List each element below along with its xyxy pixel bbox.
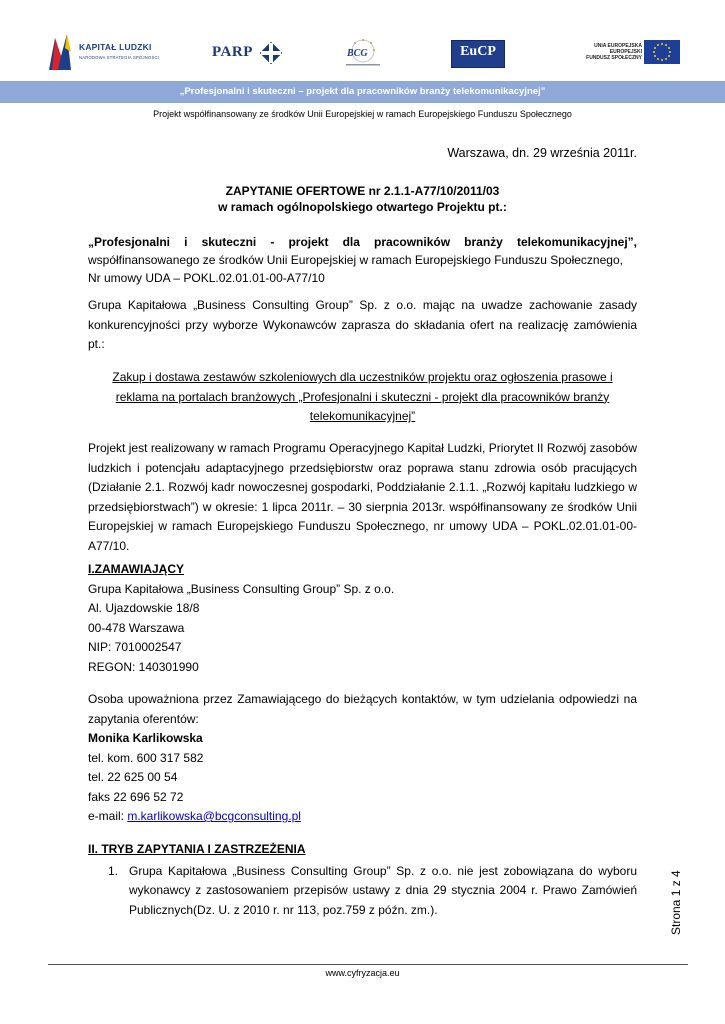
kapital-ludzki-subtitle: NARODOWA STRATEGIA SPÓJNOŚCI — [79, 55, 160, 60]
company-city: 00-478 Warszawa — [88, 620, 185, 635]
title-line-2: w ramach ogólnopolskiego otwartego Projektu pt.: — [218, 200, 507, 214]
contact-fax: faks 22 696 52 72 — [88, 789, 184, 804]
eu-logo — [580, 40, 680, 66]
program-paragraph: Projekt jest realizowany w ramach Programu Operacyjnego Kapitał Ludzki, Priorytet II Rozwój zasobów ludzkich i potencjału adaptacyjnego przedsiębiorstw oraz poprawa stanu zdrowia osób pracujących (Działanie 2.1. Rozwój kadr nowoczesnej gospodarki, Poddziałanie 2.1.1. „Rozwój kapitału ludzkiego w przedsiębiorstwach”) w okresie: 1 lipca 2011r. – 30 sierpnia 2013r. współfinansowany ze środków Unii Europejskiej w ramach Europejskiego Funduszu Społecznego, nr umowy UDA – POKL.02.01.01-00-A77/10. — [88, 441, 637, 553]
section-2-item-1 — [88, 862, 637, 921]
project-info — [88, 233, 637, 287]
kapital-ludzki-emblem-icon — [45, 32, 75, 72]
footer-divider — [48, 964, 688, 965]
section-ordering-party — [88, 560, 637, 677]
company-nip: NIP: 7010002547 — [88, 640, 182, 654]
item-number: 1. — [108, 863, 119, 878]
email-link[interactable]: m.karlikowska@bcgconsulting.pl — [127, 809, 301, 823]
order-subject: Zakup i dostawa zestawów szkoleniowych dla uczestników projektu oraz ogłoszenia prasowe i reklama na portalach branżowych „Profesjonalni i skuteczni - projekt dla pracowników branży telekomunikacyjnej” — [112, 370, 613, 423]
page-number: Strona 1 z 4 — [669, 870, 683, 935]
eu-flag-icon — [644, 40, 680, 64]
eu-logo-text: UNIA EUROPEJSKA EUROPEJSKI FUNDUSZ SPOŁECZNY — [586, 43, 642, 61]
kapital-ludzki-logo — [45, 30, 165, 74]
project-cofinancing: współfinansowanego ze środków Unii Europejskiej w ramach Europejskiego Funduszu Społecznego, — [88, 253, 623, 267]
project-name: „Profesjonalni i skuteczni - projekt dla pracowników branży telekomunikacyjnej”, — [88, 235, 637, 249]
project-banner-text: „Profesjonalni i skuteczni – projekt dla pracowników branży telekomunikacyjnej” — [179, 86, 546, 97]
kapital-ludzki-title: KAPITAŁ LUDZKI — [79, 42, 152, 52]
company-name: Grupa Kapitałowa „Business Consulting Group” Sp. z o.o. — [88, 581, 395, 596]
parp-emblem-icon — [260, 42, 282, 64]
footer-url: www.cyfryzacja.eu — [325, 968, 400, 978]
contact-intro: Osoba upoważniona przez Zamawiającego do bieżących kontaktów, w tym udzielania odpowiedzi na zapytania oferentów: — [88, 692, 637, 726]
title-line-1: ZAPYTANIE OFERTOWE nr 2.1.1-A77/10/2011/03 — [225, 184, 500, 198]
company-regon: REGON: 140301990 — [88, 659, 199, 674]
cofinancing-note: Projekt współfinansowany ze środków Unii Europejskiej w ramach Europejskiego Funduszu Społecznego — [153, 109, 572, 119]
eucp-logo-text: EuCP — [460, 44, 496, 59]
document-date: Warszawa, dn. 29 września 2011r. — [447, 146, 637, 160]
section-mode — [88, 840, 637, 920]
eucp-logo — [451, 40, 505, 68]
bcg-logo-text: BCG — [347, 48, 368, 59]
contact-name: Monika Karlikowska — [88, 731, 203, 745]
section-1-heading: I.ZAMAWIAJĄCY — [88, 562, 184, 576]
item-text: Grupa Kapitałowa „Business Consulting Group” Sp. z o.o. nie jest zobowiązana do wyboru wykonawcy z zastosowaniem przepisów ustawy z dnia 29 stycznia 2004 r. Prawo Zamówień Publicznych(Dz. U. z 2010 r. nr 113, poz.759 z późn. zm.). — [129, 863, 637, 917]
project-banner — [0, 81, 725, 103]
project-contract-number: Nr umowy UDA – POKL.02.01.01-00-A77/10 — [88, 271, 325, 285]
contact-mobile: tel. kom. 600 317 582 — [88, 750, 204, 765]
company-street: Al. Ujazdowskie 18/8 — [88, 601, 200, 615]
contact-block — [88, 690, 637, 827]
contact-phone: tel. 22 625 00 54 — [88, 770, 178, 784]
section-2-heading: II. TRYB ZAPYTANIA I ZASTRZEŻENIA — [88, 842, 306, 856]
parp-logo-text: PARP — [212, 44, 253, 60]
intro-paragraph: Grupa Kapitałowa „Business Consulting Group” Sp. z o.o. mając na uwadze zachowanie zasady konkurencyjności przy wyborze Wykonawców zaprasza do składania ofert na realizację zamówienia pt.: — [88, 298, 637, 351]
document-title — [88, 183, 637, 215]
bcg-logo — [338, 38, 388, 68]
contact-email-row — [88, 807, 637, 827]
email-label: e-mail: — [88, 809, 128, 823]
parp-logo — [212, 40, 282, 68]
